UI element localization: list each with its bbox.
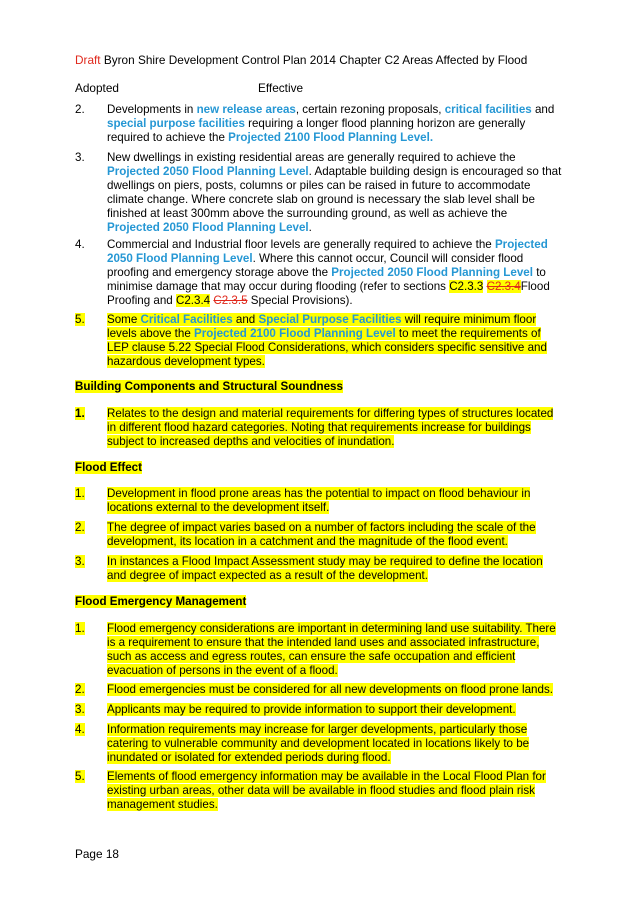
deleted-ref: C2.3.5 <box>213 294 248 307</box>
list-number: 2. <box>75 521 85 534</box>
term-link[interactable]: new release areas <box>196 103 296 116</box>
section-heading: Flood Effect <box>75 461 142 474</box>
list-number: 3. <box>75 703 85 716</box>
list-text: Relates to the design and material requirements for differing types of structures located in different flood hazard categories. Noting that requirements increase for buildings subject to increased depths and velocities of inundation. <box>107 407 554 448</box>
list-item <box>75 622 563 678</box>
term-link[interactable]: Projected 2050 Flood Planning Level <box>107 238 548 265</box>
list-number: 4. <box>75 238 85 251</box>
effective-label: Effective <box>258 81 304 95</box>
list-item-3 <box>75 151 563 235</box>
list-number: 4. <box>75 723 85 736</box>
draft-label: Draft <box>75 53 101 67</box>
list-number: 1. <box>75 487 85 500</box>
term-link[interactable]: Special Purpose Facilities <box>258 313 402 326</box>
list-text: Applicants may be required to provide information to support their development. <box>107 703 516 716</box>
document-title: Byron Shire Development Control Plan 2014 Chapter C2 Areas Affected by Flood <box>103 53 528 67</box>
list-item <box>75 703 563 717</box>
section-ref: C2.3.3 <box>449 280 484 293</box>
list-number: 3. <box>75 151 85 164</box>
term-link[interactable]: critical facilities <box>444 103 532 116</box>
list-text: New dwellings in existing residential areas are generally required to achieve the Projected 2050 Flood Planning Level. Adaptable building design is encouraged so that dwellings on piers, posts, columns or piles can be raised in future to accommodate climate change. Where concrete slab on ground is necessary the slab level shall be finished at least 300mm above the surrounding ground, as well as achieve the Projected 2050 Flood Planning Level. <box>107 151 562 234</box>
section-heading: Flood Emergency Management <box>75 595 247 608</box>
term-link[interactable]: Projected 2050 Flood Planning Level <box>107 221 309 234</box>
page-header <box>75 53 615 67</box>
list-text: Development in flood prone areas has the potential to impact on flood behaviour in locations external to the development itself. <box>107 487 531 514</box>
section-ref: C2.3.4 <box>175 294 211 307</box>
list-number: 3. <box>75 555 85 568</box>
adopted-label: Adopted <box>75 81 119 95</box>
deleted-ref: C2.3.4 <box>486 280 521 293</box>
list-text: Some Critical Facilities and Special Purpose Facilities will require minimum floor levels above the Projected 2100 Flood Planning Level to meet the requirements of LEP clause 5.22 Special Flood Considerations, which considers specific sensitive and hazardous development types. <box>107 313 547 368</box>
list-text: Information requirements may increase for larger developments, particularly those catering to vulnerable community and development located in locations likely to be inundated or isolated for extended periods during flood. <box>107 723 530 764</box>
term-link[interactable]: special purpose facilities <box>107 117 245 130</box>
term-link[interactable]: Projected 2050 Flood Planning Level <box>331 266 533 279</box>
term-link[interactable]: Critical Facilities <box>140 313 233 326</box>
term-link[interactable]: Projected 2100 Flood Planning Level. <box>228 131 434 144</box>
section-heading: Building Components and Structural Soundness <box>75 380 343 393</box>
list-text: Developments in new release areas, certain rezoning proposals, critical facilities and special purpose facilities requiring a longer flood planning horizon are generally required to achieve the Projected 2100 Flood Planning Level. <box>107 103 555 144</box>
list-item <box>75 555 563 583</box>
list-item <box>75 407 563 449</box>
list-number: 2. <box>75 103 85 116</box>
list-number: 2. <box>75 683 85 696</box>
list-text: Flood emergencies must be considered for all new developments on flood prone lands. <box>107 683 553 696</box>
list-item <box>75 683 563 697</box>
list-item <box>75 521 563 549</box>
list-item <box>75 723 563 765</box>
list-text: The degree of impact varies based on a number of factors including the scale of the development, its location in a catchment and the magnitude of the flood event. <box>107 521 536 548</box>
list-item-2 <box>75 103 563 145</box>
term-link[interactable]: Projected 2100 Flood Planning Level <box>194 327 396 340</box>
list-text: Elements of flood emergency information may be available in the Local Flood Plan for existing urban areas, other data will be available in flood studies and flood plain risk management studies. <box>107 770 546 811</box>
list-text: In instances a Flood Impact Assessment study may be required to define the location and degree of impact expected as a result of the development. <box>107 555 543 582</box>
list-item <box>75 487 563 515</box>
list-text: Flood emergency considerations are important in determining land use suitability. There is a requirement to ensure that the intended land uses and associated infrastructure, such as access and egress routes, can ensure the safe occupation and efficient evacuation of persons in the event of a flood. <box>107 622 556 677</box>
list-item <box>75 770 563 812</box>
list-number: 5. <box>75 313 85 326</box>
term-link[interactable]: Projected 2050 Flood Planning Level <box>107 165 309 178</box>
list-item-4 <box>75 238 563 308</box>
list-number: 5. <box>75 770 85 783</box>
list-item-5 <box>75 313 563 369</box>
list-number: 1. <box>75 407 85 420</box>
list-text: Commercial and Industrial floor levels are generally required to achieve the Projected 2050 Flood Planning Level. Where this cannot occur, Council will consider flood proofing and emergency storage above the Projected 2050 Flood Planning Level to minimise damage that may occur during flooding (refer to sections C2.3.3 C2.3.4Flood Proofing and C2.3.4 C2.3.5 Special Provisions). <box>107 238 550 307</box>
list-number: 1. <box>75 622 85 635</box>
page-number: Page 18 <box>75 847 119 861</box>
